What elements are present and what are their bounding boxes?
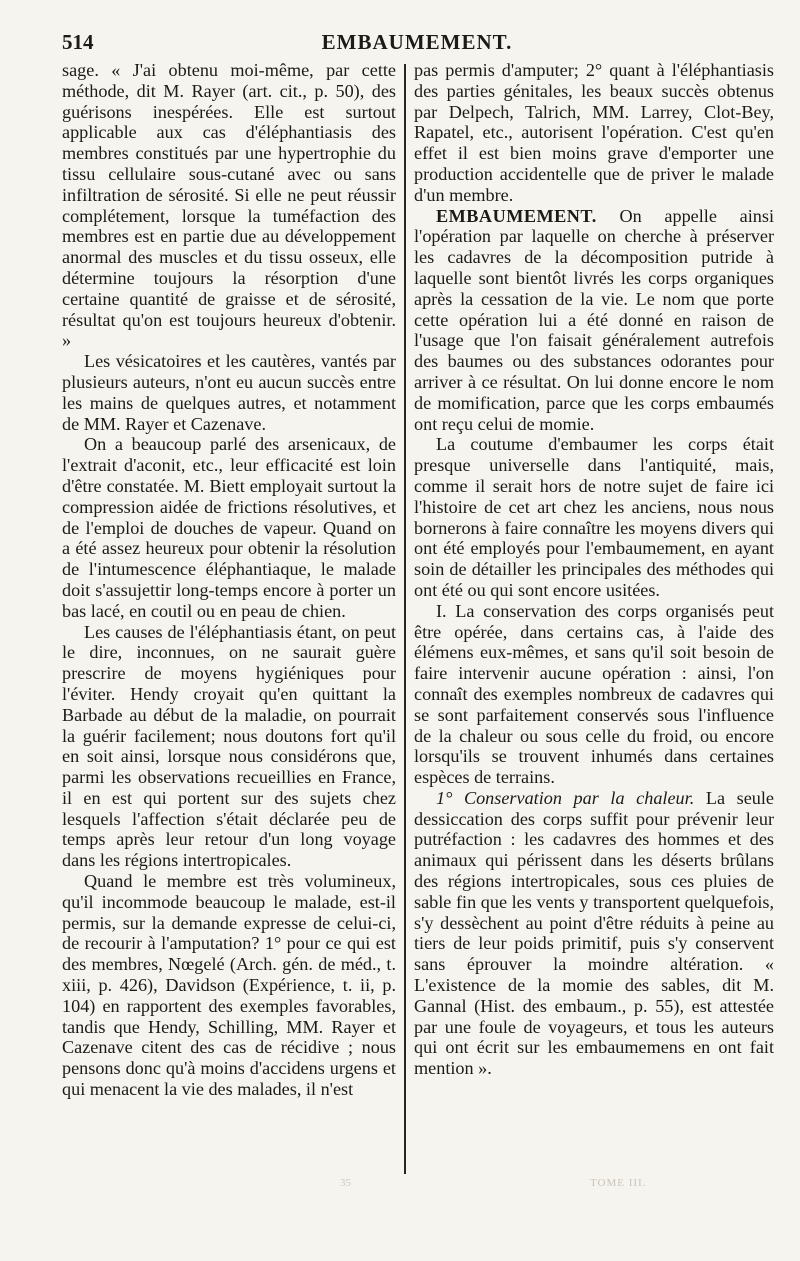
subsection-heading: 1° Conservation par la chaleur. <box>436 787 695 808</box>
paragraph: Quand le membre est très volumineux, qu'il incommode beaucoup le malade, est-il permis, sur la demande expresse de celui-ci, de recourir à l'amputation? 1° pour ce qui est des membres, Nœgelé (Arch. gén. de méd., t. xiii, p. 426), Davidson (Expérience, t. ii, p. 104) en rapportent des exemples favorables, tandis que Hendy, Schilling, MM. Rayer et Cazenave citent des cas de récidive ; nous pensons donc qu'à moins d'accidens urgens et qui menacent la vie des malades, il n'est <box>62 871 396 1100</box>
column-divider <box>404 64 406 1174</box>
running-title: EMBAUMEMENT. <box>321 30 513 54</box>
paragraph: I. La conservation des corps organisés peut être opérée, dans certains cas, à l'aide des élémens eux-mêmes, et sans qu'il soit besoin de faire intervenir aucune opération : ainsi, l'on connaît des exemples nombreux de cadavres qui se sont parfaitement conservés sous l'influence de la chaleur ou sous celle du froid, ou encore lorsqu'ils se trouvent inhumés dans certaines espèces de terrains. <box>414 600 774 788</box>
paragraph: La coutume d'embaumer les corps était presque universelle dans l'antiquité, mais, comme il serait hors de notre sujet de faire ici l'histoire de cet art chez les anciens, nous nous bornerons à faire connaître les moyens divers qui ont été employés pour l'embaumement, en ayant soin de détailler les principales des méthodes qui ont été ou qui sont encore usitées. <box>414 434 774 600</box>
section-paragraph <box>414 206 774 435</box>
paragraph: pas permis d'amputer; 2° quant à l'éléphantiasis des parties génitales, les beaux succès obtenus par Delpech, Talrich, MM. Larrey, Clot-Bey, Rapatel, etc., autorisent l'opération. C'est qu'en effet il est bien moins grave d'emporter une production accidentelle que de priver le malade d'un membre. <box>414 60 774 205</box>
section-heading: EMBAUMEMENT. <box>436 205 597 226</box>
paragraph: Les vésicatoires et les cautères, vantés par plusieurs auteurs, n'ont eu aucun succès entre les mains de quelques autres, et notamment de MM. Rayer et Cazenave. <box>62 351 396 434</box>
paragraph-text: La seule dessiccation des corps suffit pour prévenir leur putréfaction : les cadavres des hommes et des animaux qui périssent dans les déserts brûlans des régions intertropicales, sous ces pluies de sable fin que les vents y transportent quelquefois, s'y dessèchent au point d'être réduits à peine au tiers de leur poids primitif, puis s'y conservent sans éprouver la moindre altération. « L'existence de la momie des sables, dit M. Gannal (Hist. des embaum., p. 55), est attestée par une foule de voyageurs, et tous les auteurs qui ont écrit sur les embaumemens en ont fait mention ». <box>414 787 774 1079</box>
subsection-paragraph <box>414 788 774 1079</box>
signature-mark: TOME III. <box>590 1177 647 1189</box>
right-column <box>414 60 774 1079</box>
paragraph: Les causes de l'éléphantiasis étant, on peut le dire, inconnues, on ne saurait guère prescrire de moyens hygiéniques pour l'éviter. Hendy croyait qu'en quittant la Barbade au début de la maladie, on pourrait la guérir facilement; nous doutons fort qu'il en soit ainsi, lorsque nous considérons que, parmi les observations recueillies en France, il en est qui portent sur des sujets chez lesquels l'affection s'était déclarée peu de temps après leur retour d'un long voyage dans les régions intertropicales. <box>62 621 396 871</box>
page-header <box>62 30 772 56</box>
paragraph-text: On appelle ainsi l'opération par laquelle on cherche à préserver les cadavres de la décomposition putride à laquelle sont bientôt livrés les corps organiques après la cessation de la vie. Le nom que porte cette opération lui a été donné en raison de l'usage que l'on faisait généralement autrefois des baumes ou des substances odorantes pour arriver à ce résultat. On lui donne encore le nom de momification, parce que les corps embaumés ont reçu celui de momie. <box>414 205 775 434</box>
paragraph: On a beaucoup parlé des arsenicaux, de l'extrait d'aconit, etc., leur efficacité est loin d'être constatée. M. Biett employait surtout la compression aidée de frictions résolutives, et de l'emploi de douches de vapeur. Quand on a été assez heureux pour obtenir la résolution de l'intumescence éléphantiaque, le malade doit s'assujettir long-temps encore à porter un bas lacé, en coutil ou en peau de chien. <box>62 434 396 621</box>
left-column <box>62 60 396 1100</box>
paragraph: sage. « J'ai obtenu moi-même, par cette méthode, dit M. Rayer (art. cit., p. 50), des guérisons inespérées. Elle est surtout applicable aux cas d'éléphantiasis des membres constitués par une hypertrophie du tissu cellulaire sous-cutané avec ou sans infiltration de sérosité. Si elle ne peut réussir complétement, lorsque la tuméfaction des membres est en partie due au développement anormal des muscles et du tissu osseux, elle détermine toujours la résorption d'une certaine quantité de graisse et de sérosité, résultat qu'on est toujours heureux d'obtenir. » <box>62 60 396 351</box>
bleed-through-number: 35 <box>340 1177 351 1189</box>
page-number: 514 <box>62 30 94 54</box>
